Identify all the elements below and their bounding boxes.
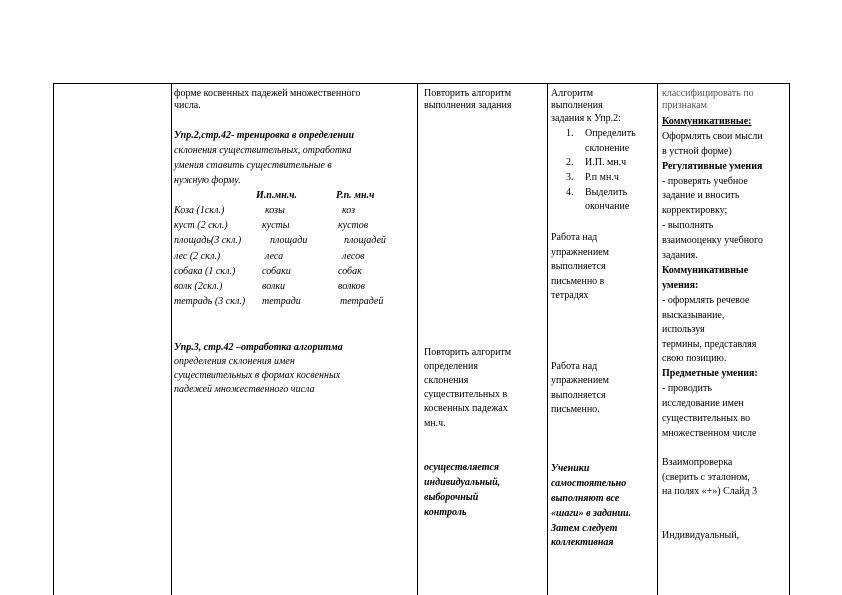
student-activity-text: задания к Упр.2: [551,113,621,124]
exercise-3-text: существительных в формах косвенных [174,370,341,381]
check-method-text: на полях «+») Слайд 3 [662,486,758,497]
noun-genitive-plural: кустов [338,220,369,231]
content-intro-line: форме косвенных падежей множественного [174,88,361,99]
outcome-text: высказывание, [662,310,725,321]
algorithm-step-number: 4. [566,187,574,198]
student-activity-text: выполняется [551,390,606,401]
outcome-text: - проверять учебное [662,176,748,187]
outcome-text: - выполнять [662,220,714,231]
student-activity-text: Работа над [551,232,598,243]
noun-nominative-plural: волки [262,281,285,292]
algorithm-step-number: 3. [566,172,574,183]
student-activity-text: письменно. [551,404,600,415]
exercise-2-text: умения ставить существительные в [174,160,332,171]
teacher-activity-text: мн.ч. [424,418,446,429]
column-divider [171,84,172,595]
column-divider [657,84,658,595]
student-activity-text: Алгоритм [551,88,594,99]
check-method-text: Взаимопроверка [662,457,733,468]
exercise-3-text: падежей множественного числа [174,384,315,395]
outcome-text: Оформлять свои мысли [662,131,763,142]
outcome-text: исследование имен [662,398,744,409]
algorithm-step-number: 2. [566,157,574,168]
exercise-3-heading: Упр.3, стр.42 –отработка алгоритма [174,342,343,353]
noun-nominative-plural: кусты [262,220,290,231]
noun-nominative-plural: собаки [262,266,291,277]
outcome-text: - проводить [662,383,712,394]
noun-genitive-plural: волков [338,281,365,292]
noun-nominative-plural: леса [265,251,284,262]
exercise-3-text: определения склонения имен [174,356,295,367]
check-method-text: (сверить с эталоном, [662,472,750,483]
student-activity-text: упражнением [551,247,609,258]
student-activity-text: Ученики [551,463,590,474]
student-activity-text: выполняют все [551,493,620,504]
noun-nominative-plural: тетради [262,296,301,307]
student-activity-text: самостоятельно [551,478,627,489]
noun-nominative-plural: козы [265,205,285,216]
outcome-heading: Предметные умения: [662,368,758,379]
teacher-activity-text: существительных в [424,389,508,400]
outcome-text: признакам [662,100,707,111]
algorithm-step-text: Определить [585,128,636,139]
algorithm-step-text: Выделить [585,187,628,198]
noun-word: куст (2 скл.) [174,220,228,231]
noun-genitive-plural: площадей [344,235,386,246]
control-type-text: осуществляется [424,462,500,473]
algorithm-step-text: окончание [585,201,630,212]
outcome-text: свою позицию. [662,353,727,364]
outcome-text: корректировку; [662,205,728,216]
outcome-text: - оформлять речевое [662,295,750,306]
outcome-text: используя [662,324,705,335]
student-activity-text: «шаги» в задании. [551,508,632,519]
check-method-text: Индивидуальный, [662,530,740,541]
outcome-text: существительных во [662,413,751,424]
outcome-text: классифицировать по [662,88,754,99]
exercise-2-heading: Упр.2,стр.42- тренировка в определении [174,130,355,141]
student-activity-text: Работа над [551,361,598,372]
control-type-text: выборочный [424,492,479,503]
exercise-2-text: склонения существительных, отработка [174,145,352,156]
control-type-text: контроль [424,507,467,518]
column-divider [417,84,418,595]
outcome-text: множественном числе [662,428,757,439]
control-type-text: индивидуальный, [424,477,501,488]
teacher-activity-text: Повторить алгоритм [424,347,512,358]
outcome-heading: умения: [662,280,699,291]
noun-word: площадь(3 скл.) [174,235,242,246]
noun-genitive-plural: лесов [342,251,365,262]
outcome-heading: Коммуникативные: [662,116,752,127]
exercise-2-text: нужную форму. [174,175,241,186]
noun-word: собака (1 скл.) [174,266,236,277]
algorithm-step-number: 1. [566,128,574,139]
student-activity-text: Затем следует [551,523,618,534]
algorithm-step-text: Р.п мн.ч [585,172,619,183]
outcome-text: термины, представляя [662,339,757,350]
teacher-activity-text: Повторить алгоритм [424,88,512,99]
outcome-text: взаимооценку учебного [662,235,763,246]
student-activity-text: выполнения [551,100,603,111]
noun-genitive-plural: тетрадей [340,296,384,307]
noun-nominative-plural: площади [270,235,308,246]
student-activity-text: коллективная [551,537,614,548]
outcome-heading: Коммуникативные [662,265,749,276]
student-activity-text: письменно в [551,276,605,287]
outcome-text: в устной форме) [662,146,732,157]
outcome-text: задание и вносить [662,190,740,201]
column-divider [547,84,548,595]
teacher-activity-text: определения [424,361,478,372]
noun-word: Коза (1скл.) [174,205,225,216]
teacher-activity-text: косвенных падежах [424,403,508,414]
student-activity-text: упражнением [551,375,609,386]
algorithm-step-text: склонение [585,143,630,154]
content-intro-line: числа. [174,100,201,111]
genitive-plural-header: Р.п. мн.ч [336,190,375,201]
outcome-text: задания. [662,250,698,261]
noun-word: тетрадь (3 скл.) [174,296,246,307]
teacher-activity-text: выполнения задания [424,100,512,111]
outcome-heading: Регулятивные умения [662,161,763,172]
algorithm-step-text: И.П. мн.ч [585,157,627,168]
teacher-activity-text: склонения [424,375,469,386]
student-activity-text: выполняется [551,261,606,272]
nominative-plural-header: И.п.мн.ч. [256,190,297,201]
noun-genitive-plural: коз [342,205,356,216]
noun-word: волк (2скл.) [174,281,223,292]
student-activity-text: тетрадях [551,290,589,301]
noun-genitive-plural: собак [338,266,362,277]
noun-word: лес (2 скл.) [174,251,221,262]
